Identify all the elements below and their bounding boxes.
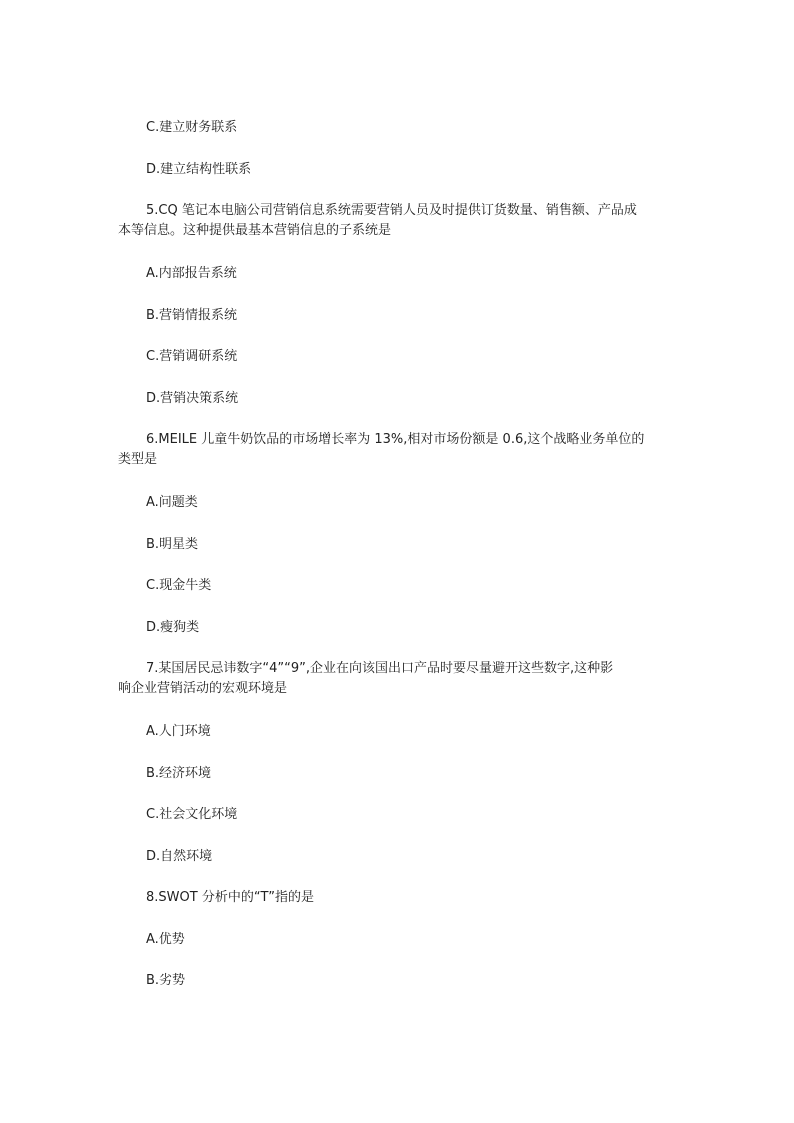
q7-option-a: A.人门环境 bbox=[146, 724, 211, 739]
q6-stem-line-2: 类型是 bbox=[118, 452, 158, 467]
q5-option-b: B.营销情报系统 bbox=[146, 308, 238, 323]
q5-option-a: A.内部报告系统 bbox=[146, 266, 237, 281]
q7-option-d: D.自然环境 bbox=[146, 849, 213, 864]
q7-option-b: B.经济环境 bbox=[146, 766, 212, 781]
q6-option-c: C.现金牛类 bbox=[146, 578, 212, 593]
q5-option-d: D.营销决策系统 bbox=[146, 391, 239, 406]
q8-option-a: A.优势 bbox=[146, 932, 185, 947]
q5-stem-line-2: 本等信息。这种提供最基本营销信息的子系统是 bbox=[118, 223, 392, 238]
q7-option-c: C.社会文化环境 bbox=[146, 807, 238, 822]
q4-option-d: D.建立结构性联系 bbox=[146, 162, 252, 177]
q5-stem-line-1: 5.CQ 笔记本电脑公司营销信息系统需要营销人员及时提供订货数量、销售额、产品成 bbox=[146, 203, 637, 218]
q8-stem-line-1: 8.SWOT 分析中的“T”指的是 bbox=[146, 890, 314, 905]
q6-stem-line-1: 6.MEILE 儿童牛奶饮品的市场增长率为 13%,相对市场份额是 0.6,这个战略业务单位的 bbox=[146, 432, 645, 447]
q6-option-a: A.问题类 bbox=[146, 495, 198, 510]
q6-option-d: D.瘦狗类 bbox=[146, 620, 200, 635]
q5-option-c: C.营销调研系统 bbox=[146, 349, 238, 364]
q7-stem-line-2: 响企业营销活动的宏观环境是 bbox=[118, 681, 288, 696]
q6-option-b: B.明星类 bbox=[146, 537, 199, 552]
q4-option-c: C.建立财务联系 bbox=[146, 120, 238, 135]
q7-stem-line-1: 7.某国居民忌讳数字“4”“9”,企业在向该国出口产品时要尽量避开这些数字,这种影 bbox=[146, 661, 614, 676]
q8-option-b: B.劣势 bbox=[146, 973, 186, 988]
